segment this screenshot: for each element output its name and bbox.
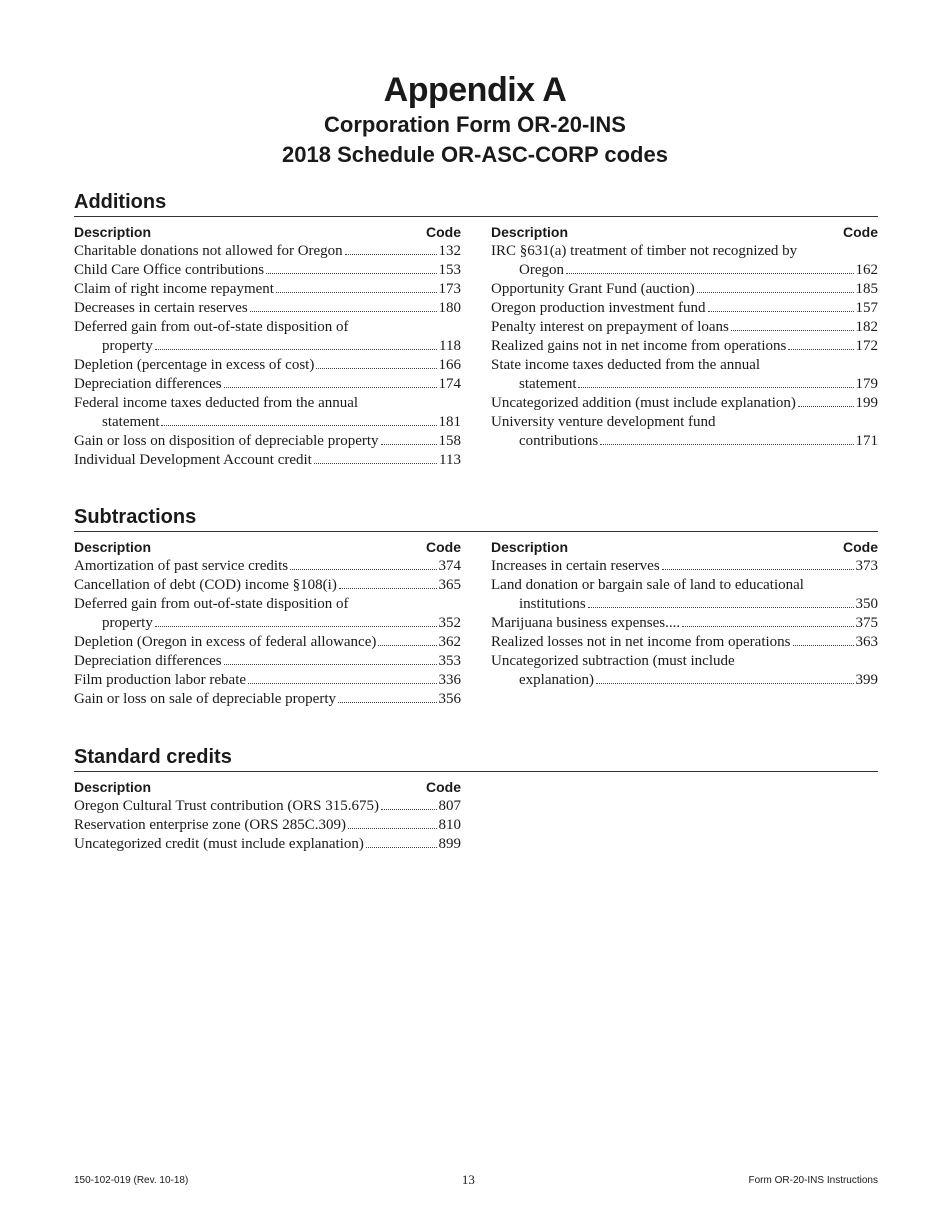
column-header-code: Code (426, 779, 461, 795)
entry-description: property (102, 615, 153, 631)
dot-leader (276, 292, 437, 293)
entry-code: 132 (438, 243, 461, 259)
footer-form-name: Form OR-20-INS Instructions (748, 1174, 878, 1186)
dot-leader (596, 683, 854, 684)
column-header-code: Code (426, 539, 461, 555)
code-entry (74, 835, 461, 854)
code-entry (491, 652, 878, 690)
dot-leader (708, 311, 854, 312)
entry-line (74, 337, 461, 356)
section-title: Additions (74, 190, 878, 217)
section-standard-credits (74, 745, 878, 854)
entry-code: 362 (438, 634, 461, 650)
column-header-code: Code (426, 224, 461, 240)
column-header-code: Code (843, 224, 878, 240)
dot-leader (224, 387, 437, 388)
section-columns (74, 223, 878, 470)
code-entry (74, 394, 461, 432)
entry-line (491, 280, 878, 299)
code-entry (74, 576, 461, 595)
entry-code: 179 (855, 376, 878, 392)
entry-line (491, 318, 878, 337)
column-header-description: Description (491, 224, 569, 240)
entry-code: 350 (855, 596, 878, 612)
entry-code: 172 (855, 338, 878, 354)
code-entry (491, 280, 878, 299)
entry-description: Oregon production investment fund (491, 300, 706, 316)
section-additions (74, 190, 878, 470)
entry-description: Increases in certain reserves (491, 558, 660, 574)
entry-description: Gain or loss on disposition of depreciable property (74, 433, 379, 449)
entry-code: 166 (438, 357, 461, 373)
entry-description: statement (102, 414, 160, 430)
entry-description: Penalty interest on prepayment of loans (491, 319, 729, 335)
entry-line (74, 394, 461, 413)
dot-leader (378, 645, 436, 646)
entry-line (74, 261, 461, 280)
code-entry (74, 242, 461, 261)
dot-leader (381, 444, 437, 445)
code-entry (491, 614, 878, 633)
dot-leader (248, 683, 436, 684)
page-subtitle-schedule: 2018 Schedule OR-ASC-CORP codes (282, 142, 668, 167)
dot-leader (731, 330, 854, 331)
code-entry (491, 318, 878, 337)
section-title: Subtractions (74, 505, 878, 532)
code-entry (74, 671, 461, 690)
entry-description: Uncategorized addition (must include explanation) (491, 395, 796, 411)
entry-line (74, 576, 461, 595)
entry-code: 171 (855, 433, 878, 449)
section-subtractions (74, 505, 878, 709)
code-entry (74, 652, 461, 671)
code-entry (491, 413, 878, 451)
entry-description: Amortization of past service credits (74, 558, 289, 574)
code-entry (491, 299, 878, 318)
column-left (74, 223, 461, 470)
entry-description: Uncategorized credit (must include explanation) (74, 836, 364, 852)
entry-description: explanation) (519, 672, 594, 688)
entry-description: Claim of right income repayment (74, 281, 274, 297)
entry-description: Deferred gain from out-of-state disposition of (74, 596, 349, 612)
footer-page-number: 13 (461, 1172, 475, 1187)
entry-line (74, 595, 461, 614)
code-entry (74, 557, 461, 576)
code-entry (74, 299, 461, 318)
code-entry (74, 816, 461, 835)
entry-code: 157 (855, 300, 878, 316)
dot-leader (682, 626, 853, 627)
dot-leader (566, 273, 854, 274)
dot-leader (366, 847, 437, 848)
section-title: Standard credits (74, 745, 878, 772)
dot-leader (224, 664, 437, 665)
column-header (491, 223, 878, 242)
entry-line (74, 557, 461, 576)
footer-form-number: 150-102-019 (Rev. 10-18) (74, 1174, 189, 1186)
column-right (491, 216, 878, 470)
entry-line (491, 356, 878, 375)
entry-code: 353 (438, 653, 461, 669)
column-header-description: Description (491, 539, 569, 555)
entry-description: Decreases in certain reserves (74, 300, 248, 316)
page-footer (74, 1172, 878, 1188)
code-entry (491, 557, 878, 576)
entry-description: Depletion (percentage in excess of cost) (74, 357, 315, 373)
entry-code: 365 (438, 577, 461, 593)
entry-line (491, 576, 878, 595)
entry-line (74, 671, 461, 690)
dot-leader (290, 569, 436, 570)
entry-code: 182 (855, 319, 878, 335)
entry-description: Child Care Office contributions (74, 262, 265, 278)
entry-description: Deferred gain from out-of-state disposition of (74, 319, 349, 335)
column-left (74, 778, 461, 854)
code-entry (74, 432, 461, 451)
dot-leader (316, 368, 436, 369)
entry-description: IRC §631(a) treatment of timber not recognized by (491, 243, 798, 259)
entry-code: 352 (438, 615, 461, 631)
entry-line (491, 394, 878, 413)
entry-description: Film production labor rebate (74, 672, 247, 688)
entry-line (491, 557, 878, 576)
entry-description: Federal income taxes deducted from the annual (74, 395, 359, 411)
entry-code: 180 (438, 300, 461, 316)
entry-description: property (102, 338, 153, 354)
entry-description: Oregon Cultural Trust contribution (ORS 315.675) (74, 798, 380, 814)
entry-description: Marijuana business expenses.... (491, 615, 681, 631)
column-left (74, 538, 461, 709)
dot-leader (798, 406, 854, 407)
entry-line (491, 299, 878, 318)
dot-leader (266, 273, 436, 274)
entry-description: Realized losses not in net income from operations (491, 634, 791, 650)
entry-code: 173 (438, 281, 461, 297)
entry-line (491, 413, 878, 432)
entry-description: Gain or loss on sale of depreciable property (74, 691, 336, 707)
code-entry (74, 375, 461, 394)
entry-code: 199 (855, 395, 878, 411)
dot-leader (381, 809, 436, 810)
entry-line (74, 614, 461, 633)
code-entry (74, 451, 461, 470)
dot-leader (155, 349, 437, 350)
entry-line (74, 413, 461, 432)
column-header-description: Description (74, 779, 152, 795)
page-header (0, 70, 950, 170)
dot-leader (339, 588, 437, 589)
section-columns (74, 778, 878, 854)
column-header (74, 778, 461, 797)
code-entry (74, 633, 461, 652)
entry-line (74, 835, 461, 854)
entry-description: Opportunity Grant Fund (auction) (491, 281, 695, 297)
code-entry (491, 242, 878, 280)
entry-line (74, 797, 461, 816)
entry-code: 162 (855, 262, 878, 278)
section-columns (74, 538, 878, 709)
code-entry (74, 797, 461, 816)
dot-leader (348, 828, 436, 829)
dot-leader (314, 463, 437, 464)
entry-line (491, 595, 878, 614)
entry-line (74, 633, 461, 652)
dot-leader (345, 254, 437, 255)
entry-description: Depreciation differences (74, 653, 222, 669)
entry-description: Depreciation differences (74, 376, 222, 392)
code-entry (491, 394, 878, 413)
entry-code: 899 (438, 836, 461, 852)
entry-code: 185 (855, 281, 878, 297)
dot-leader (788, 349, 853, 350)
dot-leader (588, 607, 854, 608)
entry-code: 336 (438, 672, 461, 688)
entry-description: Oregon (519, 262, 564, 278)
entry-line (74, 432, 461, 451)
entry-description: Land donation or bargain sale of land to educational (491, 577, 804, 593)
column-header (491, 538, 878, 557)
entry-code: 363 (855, 634, 878, 650)
code-entry (74, 690, 461, 709)
code-entry (74, 595, 461, 633)
code-entry (74, 280, 461, 299)
entry-line (74, 816, 461, 835)
entry-line (74, 356, 461, 375)
entry-line (74, 318, 461, 337)
entry-code: 118 (439, 338, 461, 354)
dot-leader (578, 387, 853, 388)
dot-leader (600, 444, 853, 445)
code-entry (491, 356, 878, 394)
entry-line (491, 671, 878, 690)
dot-leader (155, 626, 437, 627)
entry-line (491, 337, 878, 356)
entry-line (74, 451, 461, 470)
entry-code: 174 (438, 376, 461, 392)
entry-description: Uncategorized subtraction (must include (491, 653, 735, 669)
entry-code: 158 (438, 433, 461, 449)
code-entry (491, 633, 878, 652)
entry-code: 374 (438, 558, 461, 574)
entry-code: 810 (438, 817, 461, 833)
code-entry (491, 576, 878, 614)
entry-line (74, 375, 461, 394)
entry-code: 373 (855, 558, 878, 574)
entry-line (491, 432, 878, 451)
dot-leader (161, 425, 436, 426)
entry-line (491, 633, 878, 652)
entry-description: Cancellation of debt (COD) income §108(i) (74, 577, 337, 593)
entry-code: 113 (439, 452, 461, 468)
entry-description: State income taxes deducted from the annual (491, 357, 761, 373)
column-header-description: Description (74, 539, 152, 555)
dot-leader (793, 645, 854, 646)
dot-leader (697, 292, 854, 293)
entry-code: 181 (438, 414, 461, 430)
entry-code: 356 (438, 691, 461, 707)
entry-line (74, 280, 461, 299)
code-entry (74, 318, 461, 356)
entry-line (491, 652, 878, 671)
code-entry (74, 356, 461, 375)
entry-code: 807 (438, 798, 461, 814)
entry-description: Reservation enterprise zone (ORS 285C.309) (74, 817, 347, 833)
column-header-code: Code (843, 539, 878, 555)
entry-description: contributions (519, 433, 599, 449)
column-header (74, 223, 461, 242)
entry-description: Charitable donations not allowed for Oregon (74, 243, 343, 259)
entry-line (491, 261, 878, 280)
entry-line (491, 242, 878, 261)
entry-description: University venture development fund (491, 414, 716, 430)
page-title: Appendix A (383, 71, 567, 109)
code-entry (491, 337, 878, 356)
entry-line (74, 652, 461, 671)
entry-description: Depletion (Oregon in excess of federal allowance) (74, 634, 377, 650)
dot-leader (662, 569, 854, 570)
entry-code: 153 (438, 262, 461, 278)
entry-code: 375 (855, 615, 878, 631)
entry-line (491, 375, 878, 394)
dot-leader (338, 702, 437, 703)
column-right (491, 778, 878, 854)
entry-description: Realized gains not in net income from operations (491, 338, 787, 354)
page-subtitle-form: Corporation Form OR-20-INS (324, 112, 626, 137)
entry-description: Individual Development Account credit (74, 452, 312, 468)
entry-description: institutions (519, 596, 586, 612)
column-right (491, 538, 878, 709)
column-header (74, 538, 461, 557)
entry-line (491, 614, 878, 633)
entry-line (74, 690, 461, 709)
entry-description: statement (519, 376, 577, 392)
entry-line (74, 299, 461, 318)
entry-line (74, 242, 461, 261)
code-entry (74, 261, 461, 280)
column-header-description: Description (74, 224, 152, 240)
entry-code: 399 (855, 672, 878, 688)
dot-leader (250, 311, 437, 312)
